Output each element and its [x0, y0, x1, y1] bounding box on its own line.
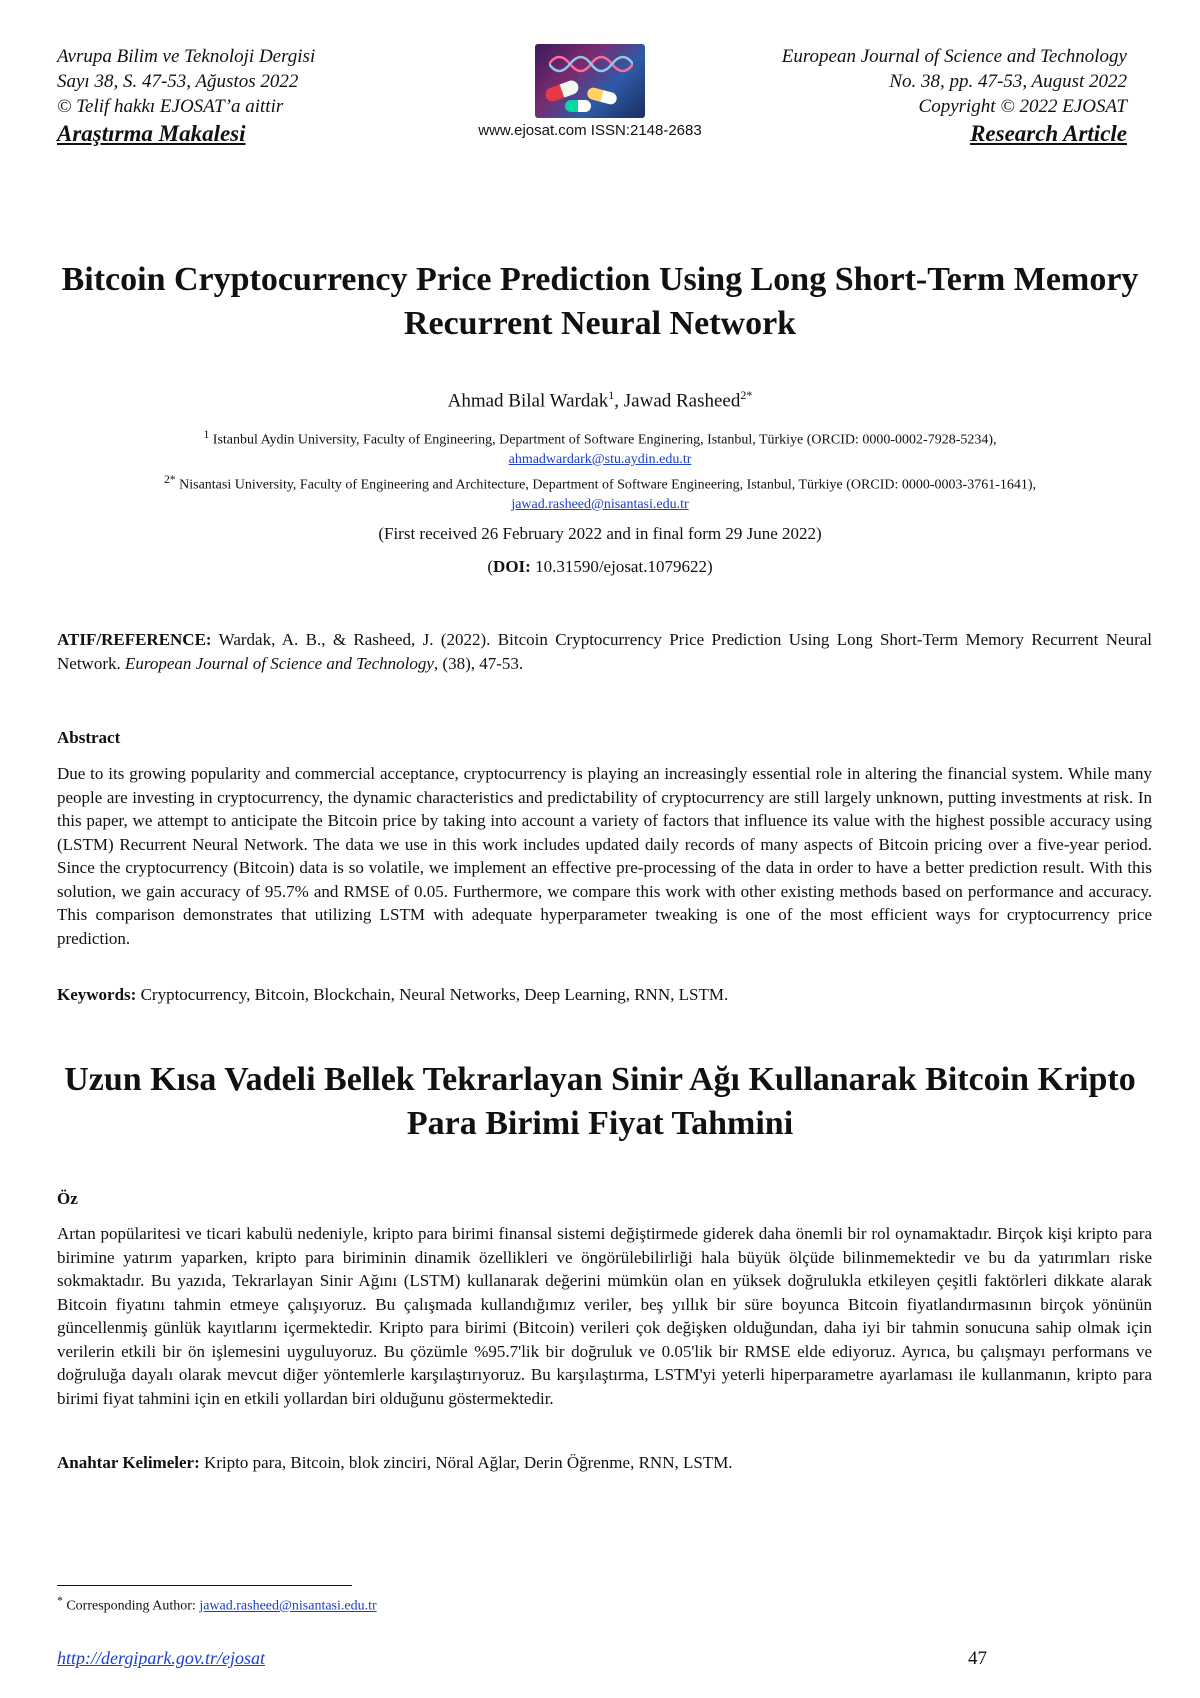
journal-url-link[interactable]: http://dergipark.gov.tr/ejosat	[57, 1648, 265, 1668]
received-dates: (First received 26 February 2022 and in final form 29 June 2022)	[378, 524, 822, 543]
author-affil-mark: 1	[608, 388, 615, 402]
journal-name-tr: Avrupa Bilim ve Teknoloji Dergisi	[57, 46, 316, 67]
author-email-link[interactable]: ahmadwardark@stu.aydin.edu.tr	[508, 451, 692, 467]
journal-site-issn: www.ejosat.com ISSN:2148-2683	[478, 122, 702, 139]
corresponding-email-link[interactable]: jawad.rasheed@nisantasi.edu.tr	[199, 1598, 377, 1614]
doi-line: (DOI: 10.31590/ejosat.1079622)	[487, 557, 713, 576]
author-email-link[interactable]: jawad.rasheed@nisantasi.edu.tr	[511, 496, 689, 512]
copyright-tr: © Telif hakkı EJOSAT’a aittir	[57, 96, 284, 117]
issue-info-tr: Sayı 38, S. 47-53, Ağustos 2022	[57, 71, 299, 92]
footnote-divider	[57, 1585, 352, 1586]
paper-title-tr: Uzun Kısa Vadeli Bellek Tekrarlayan Sinir Ağı Kullanarak Bitcoin Kripto Para Birimi Fiyat Tahmini	[64, 1061, 1136, 1142]
oz-heading: Öz	[57, 1189, 78, 1208]
affiliation-1: $^1$ Istanbul Aydin University, Faculty of Engineering, Department of Software Enginering, Istanbul, Türkiye (ORCID: 0000-0002-7928-5234), ahmadwardark@stu.aydin.edu.tr	[203, 428, 997, 467]
article-type-tr: Araştırma Makalesi	[57, 121, 246, 146]
header-right	[782, 44, 1127, 149]
journal-logo	[535, 44, 645, 118]
reference-label: ATIF/REFERENCE:	[57, 630, 212, 649]
author-affil-mark: 2*	[740, 388, 753, 402]
abstract-text: Due to its growing popularity and commercial acceptance, cryptocurrency is playing an increasingly essential role in altering the financial system. While many people are investing in cryptocurrency, the dynamic characteristics and predictability of cryptocurrency are still largely unknown, putting investments at risk. In this paper, we attempt to anticipate the Bitcoin price by taking into account a variety of factors that influence its value with the highest possible accuracy using (LSTM) Recurrent Neural Network. The data we use in this work includes updated daily records of many aspects of Bitcoin pricing over a five-year period. Since the cryptocurrency (Bitcoin) data is so volatile, we implement an effective pre-processing of the data in order to have a better prediction result. With this solution, we gain accuracy of 95.7% and RMSE of 0.05. Furthermore, we compare this work with other existing methods based on performance and accuracy. This comparison demonstrates that utilizing LSTM with adequate hyperparameter tweaking is one of the most efficient ways for cryptocurrency price prediction.	[57, 764, 1152, 948]
citation-reference: ATIF/REFERENCE: Wardak, A. B., & Rasheed, J. (2022). Bitcoin Cryptocurrency Price Prediction Using Long Short-Term Memory Recurrent Neural Network. European Journal of Science and Technology, (38), 47-53.	[57, 630, 1152, 673]
page-number: 47	[968, 1648, 987, 1669]
author-list: Ahmad Bilal Wardak$^1$, Jawad Rasheed$^{2*}$	[447, 388, 753, 412]
abstract-heading: Abstract	[57, 728, 121, 747]
keywords-label: Keywords:	[57, 985, 137, 1004]
keywords-label-tr: Anahtar Kelimeler:	[57, 1453, 200, 1472]
affiliation-2: $^{2*}$ Nisantasi University, Faculty of Engineering and Architecture, Department of Software Engineering, Istanbul, Türkiye (ORCID: 0000-0003-3761-1641), jawad.rasheed@nisantasi.edu.tr	[163, 473, 1037, 512]
oz-text: Artan popülaritesi ve ticari kabulü nedeniyle, kripto para birimi finansal sistemi değiştirmede giderek daha önemli bir rol oynamaktadır. Birçok kişi kripto para birimine yatırım yaparken, kripto para biriminin dinamik özellikleri ve öngörülebilirliği hala büyük ölçüde bilinmemektedir ve bu da yatırımları riske sokmaktadır. Bu yazıda, Tekrarlayan Sinir Ağını (LSTM) kullanarak değerini mümkün olan en yüksek doğrulukla etkileyen çeşitli faktörleri dikkate alarak Bitcoin fiyatını tahmin etmeye çalışıyoruz. Bu çalışmada kullandığımız veriler, beş yıllık bir süre boyunca Bitcoin fiyatlandırmasının birçok yönünün güncellenmiş günlük kayıtlarını içermektedir. Kripto para birimi (Bitcoin) verileri çok değişken olduğundan, daha iyi bir tahmin sonucuna sahip olmak için verilerin etkili bir ön işlemesini uyguluyoruz. Bu çözümle %95.7'lik bir doğruluk ve 0.05'lik bir RMSE elde ediyoruz. Ayrıca, bu çalışmayı performans ve doğruluğa dayalı olarak mevcut diğer yöntemlerle karşılaştırıyoruz. Bu karşılaştırma, LSTM'yi yeterli hiperparametre ayarlaması ile kullanmanın, kripto para birimi fiyat tahmini için en etkili yollardan biri olduğunu göstermektedir.	[57, 1224, 1152, 1408]
doi-value: 10.31590/ejosat.1079622)	[530, 557, 713, 576]
keywords-en: Keywords: Cryptocurrency, Bitcoin, Blockchain, Neural Networks, Deep Learning, RNN, LSTM.	[57, 985, 729, 1004]
copyright-en: Copyright © 2022 EJOSAT	[918, 96, 1127, 117]
author-name: Jawad Rasheed	[623, 390, 741, 412]
article-type-en: Research Article	[970, 121, 1127, 146]
header-left	[57, 44, 315, 149]
corresponding-author-footnote: * Corresponding Author: jawad.rasheed@nisantasi.edu.tr	[57, 1594, 377, 1614]
dna-helix-icon	[549, 50, 633, 78]
paper-title: Bitcoin Cryptocurrency Price Prediction Using Long Short-Term Memory Recurrent Neural Network	[61, 261, 1139, 342]
issue-info-en: No. 38, pp. 47-53, August 2022	[889, 71, 1127, 92]
keywords-tr: Anahtar Kelimeler: Kripto para, Bitcoin, blok zinciri, Nöral Ağlar, Derin Öğrenme, RNN, LSTM.	[57, 1453, 733, 1472]
doi-label: DOI:	[493, 557, 531, 576]
journal-header	[57, 44, 1127, 154]
author-name: Ahmad Bilal Wardak	[447, 390, 609, 412]
header-center	[440, 44, 740, 139]
journal-name-en: European Journal of Science and Technology	[781, 46, 1127, 67]
journal-title: European Journal of Science and Technology	[124, 654, 434, 673]
